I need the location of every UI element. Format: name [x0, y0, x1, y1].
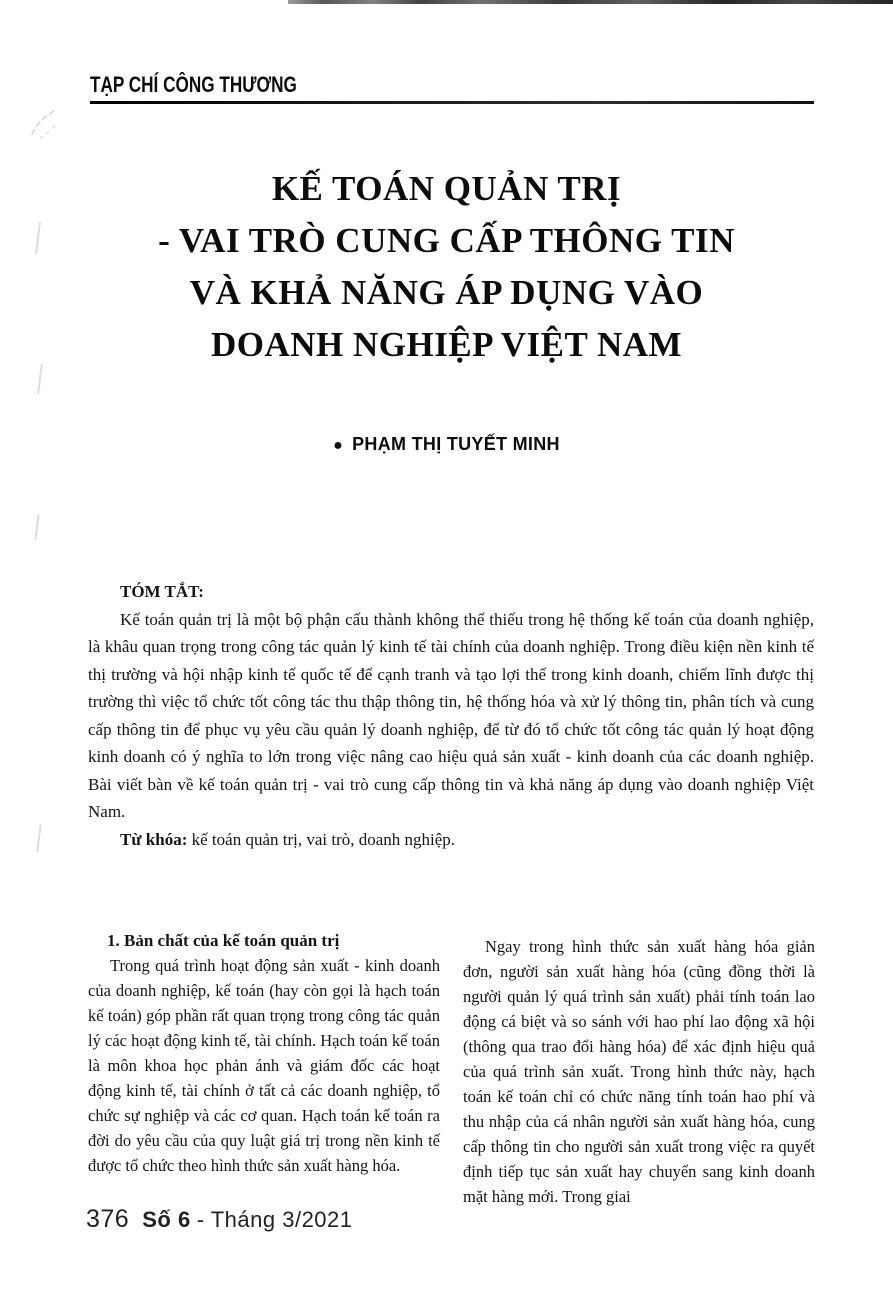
- abstract-heading: TÓM TẮT:: [120, 582, 204, 601]
- left-column-paragraph: Trong quá trình hoạt động sản xuất - kinh doanh của doanh nghiệp, kế toán (hay còn gọi là hạch toán kế toán) góp phần rất quan trọng trong công tác quản lý các hoạt động kinh tế, tài chính. Hạch toán kế toán là môn khoa học phản ánh và giám đốc các hoạt động kinh tế, tài chính ở tất cả các doanh nghiệp, tổ chức sự nghiệp và các cơ quan. Hạch toán kế toán ra đời do yêu cầu của quy luật giá trị trong nền kinh tế được tổ chức theo hình thức sản xuất hàng hóa.: [88, 956, 440, 1175]
- author-name: PHẠM THỊ TUYẾT MINH: [352, 434, 560, 454]
- article-title-line-2: - VAI TRÒ CUNG CẤP THÔNG TIN: [158, 221, 735, 260]
- scan-margin-mark: [36, 824, 41, 852]
- keywords-text: kế toán quản trị, vai trò, doanh nghiệp.: [187, 829, 456, 849]
- scan-margin-mark: [34, 514, 39, 540]
- abstract-paragraph: Kế toán quản trị là một bộ phận cấu thành không thể thiếu trong hệ thống kế toán của doanh nghiệp, là khâu quan trọng trong công tác quản lý kinh tế tài chính của doanh nghiệp. Trong điều kiện nền kinh tế thị trường và hội nhập kinh tế quốc tế để cạnh tranh và tạo lợi thế trong kinh doanh, chiếm lĩnh được thị trường thì việc tổ chức tốt công tác thu thập thông tin, hệ thống hóa và xử lý thông tin, phân tích và cung cấp thông tin để phục vụ yêu cầu quản lý doanh nghiệp, để từ đó tổ chức tốt công tác quản lý hoạt động kinh doanh có ý nghĩa to lớn trong việc nâng cao hiệu quả sản xuất - kinh doanh của các doanh nghiệp. Bài viết bàn về kế toán quản trị - vai trò cung cấp thông tin và khả năng áp dụng vào doanh nghiệp Việt Nam.: [88, 609, 814, 821]
- keywords-line: [88, 826, 814, 854]
- author-line: [0, 434, 893, 455]
- body-left-column: [88, 928, 440, 1209]
- page-footer: [86, 1205, 353, 1234]
- article-body-columns: [88, 928, 815, 1209]
- right-column-paragraph: Ngay trong hình thức sản xuất hàng hóa giản đơn, người sản xuất hàng hóa (cũng đồng thời là người quản lý quá trình sản xuất) phải tính toán lao động cá biệt và so sánh với hao phí lao động xã hội (thông qua trao đổi hàng hóa) để xác định hiệu quả của quá trình sản xuất. Trong hình thức này, hạch toán kế toán chỉ có chức năng tính toán hao phí và thu nhập của cá nhân người sản xuất hàng hóa, cung cấp thông tin cho người sản xuất trong việc ra quyết định tiếp tục sản xuất hay chuyển sang kinh doanh mặt hàng mới. Trong giai: [463, 937, 815, 1206]
- journal-masthead: TẠP CHÍ CÔNG THƯƠNG: [90, 72, 297, 97]
- keywords-label: Từ khóa:: [120, 829, 188, 849]
- scan-edge-artifact-top: [288, 0, 893, 4]
- abstract-section: [88, 578, 814, 853]
- article-title-line-1: KẾ TOÁN QUẢN TRỊ: [271, 169, 622, 208]
- author-bullet-icon: ●: [333, 437, 344, 454]
- footer-date: - Tháng 3/2021: [196, 1207, 353, 1232]
- footer-page-number: 376: [86, 1205, 130, 1233]
- masthead-rule: [90, 101, 814, 104]
- section-1-heading: 1. Bản chất của kế toán quản trị: [107, 931, 340, 950]
- article-title-line-4: DOANH NGHIỆP VIỆT NAM: [210, 325, 683, 364]
- footer-issue: Số 6: [142, 1207, 191, 1232]
- scan-smudge-artifact: [20, 88, 80, 148]
- article-title-line-3: VÀ KHẢ NĂNG ÁP DỤNG VÀO: [189, 273, 704, 312]
- article-title: [0, 163, 893, 371]
- body-right-column: [463, 928, 815, 1209]
